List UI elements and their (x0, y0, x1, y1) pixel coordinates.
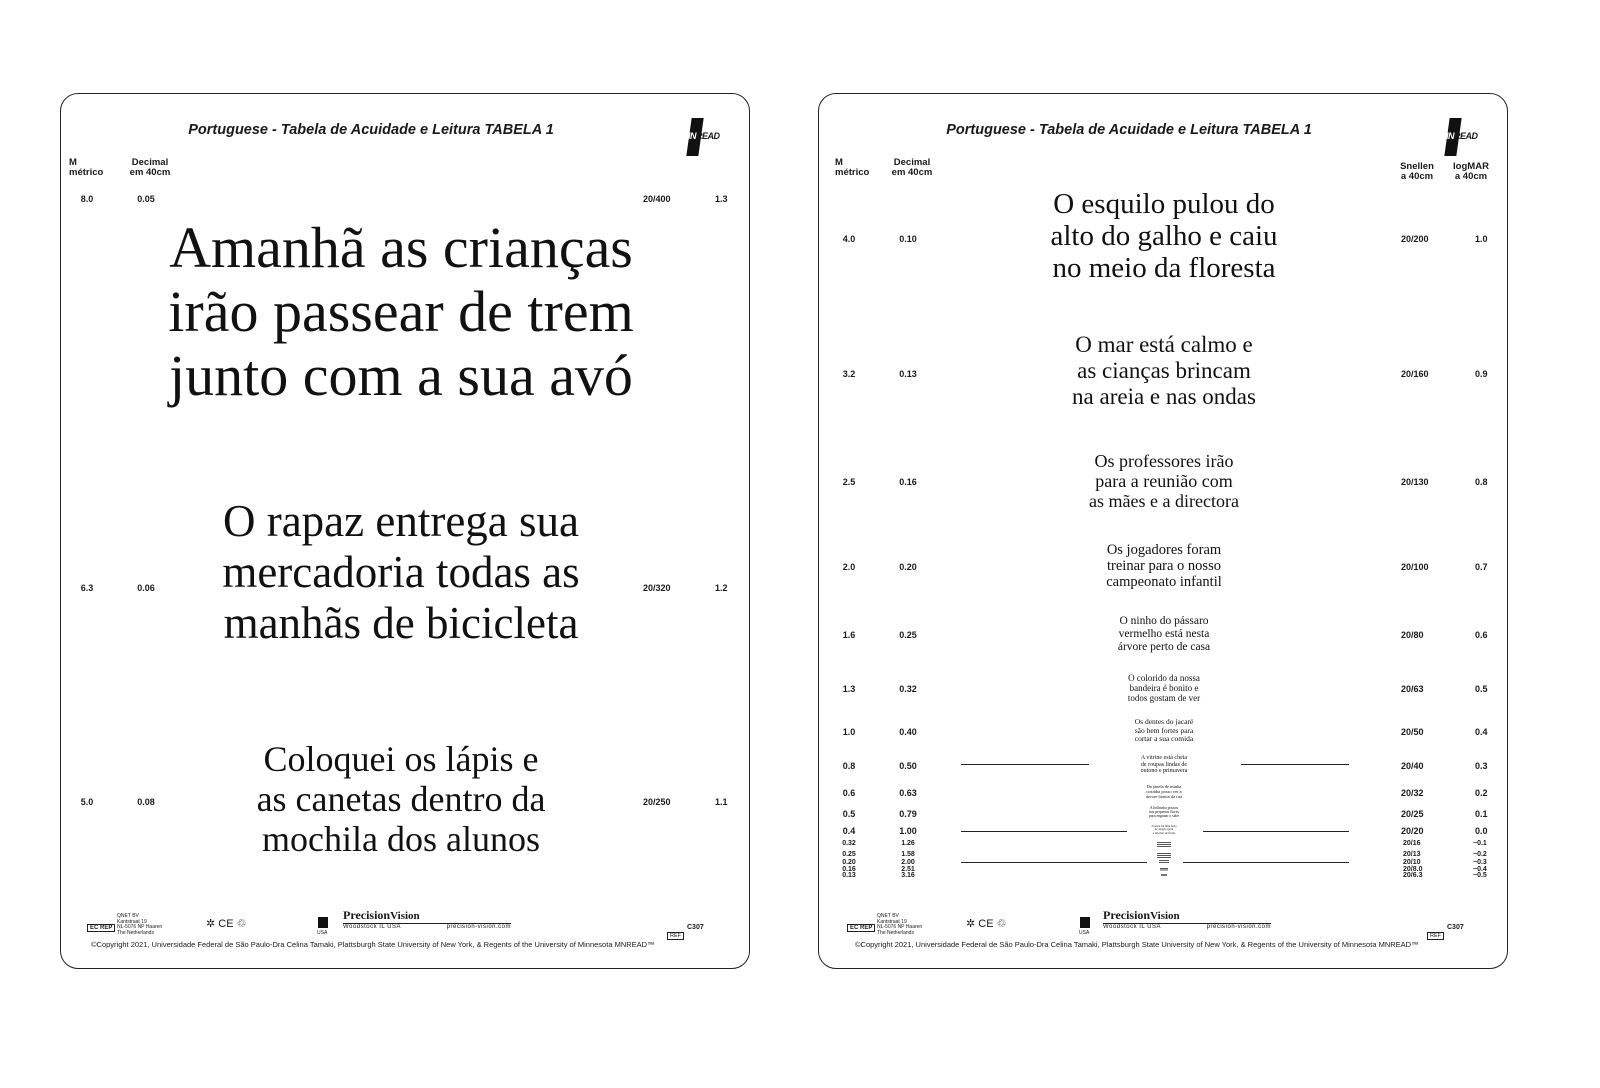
mnread-logo: MNREAD (681, 118, 723, 156)
chart-card-left (60, 93, 750, 969)
col-header-decimal: Decimal em 40cm (891, 157, 933, 178)
reading-sentence: Da janela de minha cozinha posso ver a árvore bonita da rua (1145, 784, 1183, 799)
row-m: 0.16 (842, 866, 856, 873)
row-logmar: −0.5 (1473, 872, 1487, 879)
row-m: 4.0 (842, 234, 856, 244)
row-decimal: 0.16 (899, 477, 917, 487)
row-logmar: 0.6 (1475, 630, 1488, 640)
row-snellen: 20/320 (643, 583, 671, 593)
row-logmar: 0.4 (1475, 727, 1488, 737)
col-header-m: M métrico (835, 157, 870, 178)
row-snellen: 20/25 (1401, 809, 1424, 819)
reading-sentence: O colorido da nossa bandeira é bonito e todos gostam de ver (1127, 673, 1201, 703)
precision-vision-logo: PrecisionVision Woodstock IL USA precision-vision.com (1103, 908, 1271, 930)
col-header-decimal: Decimal em 40cm (129, 157, 171, 178)
row-decimal: 2.00 (901, 859, 915, 866)
reading-sentence: Os dentes do jacaré são bem fortes para cortar a sua comida (1134, 717, 1194, 743)
row-snellen: 20/6.3 (1403, 872, 1423, 879)
mnread-logo: MNREAD (1439, 118, 1481, 156)
row-logmar: 1.1 (715, 797, 728, 807)
tiny-sentence-block (1157, 842, 1171, 848)
row-decimal: 0.05 (137, 194, 155, 204)
row-decimal: 0.25 (899, 630, 917, 640)
ref-mark: REF (667, 924, 684, 942)
col-header-snellen: Snellen a 40cm (1400, 161, 1434, 182)
row-decimal: 0.20 (899, 562, 917, 572)
manufacturer-icon (1080, 917, 1090, 928)
row-snellen: 20/40 (1401, 761, 1424, 771)
row-logmar: 0.7 (1475, 562, 1488, 572)
row-logmar: 0.0 (1475, 826, 1488, 836)
row-decimal: 3.16 (901, 872, 915, 879)
row-decimal: 0.63 (899, 788, 917, 798)
chart-title: Portuguese - Tabela de Acuidade e Leitura TABELA 1 (946, 122, 1312, 138)
tiny-sentence-block (1159, 860, 1169, 864)
row-decimal: 1.00 (899, 826, 917, 836)
gap-line (961, 862, 1147, 863)
row-m: 1.6 (842, 630, 856, 640)
ref-code: C307 (1447, 924, 1464, 931)
row-logmar: −0.4 (1473, 866, 1487, 873)
row-m: 0.32 (842, 840, 856, 847)
gap-line (961, 831, 1127, 832)
chart-title: Portuguese - Tabela de Acuidade e Leitura TABELA 1 (188, 122, 554, 138)
ec-rep-mark: EC REP (847, 916, 875, 934)
row-snellen: 20/16 (1403, 840, 1421, 847)
row-snellen: 20/50 (1401, 727, 1424, 737)
row-m: 0.5 (842, 809, 856, 819)
row-m: 0.13 (842, 872, 856, 879)
row-m: 2.0 (842, 562, 856, 572)
row-m: 0.25 (842, 851, 856, 858)
row-snellen: 20/130 (1401, 477, 1429, 487)
row-decimal: 0.50 (899, 761, 917, 771)
row-logmar: 0.1 (1475, 809, 1488, 819)
reading-sentence: Os professores irão para a reunião com as mães e a directora (1089, 451, 1239, 511)
copyright: ©Copyright 2021, Universidade Federal de São Paulo-Dra Celina Tamaki, Plattsburgh State University of New York, & Regents of the University of Minnesota MNREAD™ (855, 940, 1419, 949)
row-snellen: 20/250 (643, 797, 671, 807)
row-logmar: −0.3 (1473, 859, 1487, 866)
row-decimal: 0.79 (899, 809, 917, 819)
row-snellen: 20/13 (1403, 851, 1421, 858)
row-m: 2.5 (842, 477, 856, 487)
row-logmar: −0.2 (1473, 851, 1487, 858)
row-logmar: 0.8 (1475, 477, 1488, 487)
chart-card-right (818, 93, 1508, 969)
tiny-sentence-block (1157, 853, 1171, 858)
reading-sentence: O mar está calmo e as cianças brincam na areia e nas ondas (1072, 332, 1256, 409)
ref-code: C307 (687, 924, 704, 931)
tiny-sentence-block (1160, 868, 1168, 871)
col-header-logmar: logMAR a 40cm (1453, 161, 1489, 182)
row-snellen: 20/400 (643, 194, 671, 204)
regulatory-symbols: ✲ CE ♲ (966, 918, 1007, 930)
row-decimal: 0.08 (137, 797, 155, 807)
row-m: 8.0 (80, 194, 94, 204)
row-decimal: 2.51 (901, 866, 915, 873)
ec-rep-mark: EC REP (87, 916, 115, 934)
rep-address: QNET BV Kantstraat 19 NL-5076 NP Haaren The Netherlands (877, 913, 923, 936)
manufacturer-icon (318, 917, 328, 928)
row-m: 0.4 (842, 826, 856, 836)
row-m: 1.0 (842, 727, 856, 737)
reading-sentence: Amanhã as crianças irão passear de trem junto com a sua avó (168, 215, 634, 408)
row-logmar: 0.9 (1475, 369, 1488, 379)
row-m: 0.8 (842, 761, 856, 771)
row-snellen: 20/20 (1401, 826, 1424, 836)
precision-vision-logo: PrecisionVision Woodstock IL USA precision-vision.com (343, 908, 511, 930)
row-decimal: 1.26 (901, 840, 915, 847)
row-snellen: 20/63 (1401, 684, 1424, 694)
row-m: 5.0 (80, 797, 94, 807)
row-decimal: 0.13 (899, 369, 917, 379)
row-snellen: 20/160 (1401, 369, 1429, 379)
reading-sentence: A bolhinha possou nas pequenas flores para enganar o sabe (1148, 806, 1180, 819)
row-m: 1.3 (842, 684, 856, 694)
usa-label: USA (1079, 930, 1090, 936)
gap-line (1241, 764, 1349, 765)
reading-sentence: Coloquei os lápis e as canetas dentro da mochila dos alunos (256, 739, 546, 859)
row-logmar: −0.1 (1473, 840, 1487, 847)
col-header-m: M métrico (69, 157, 104, 178)
row-snellen: 20/80 (1401, 630, 1424, 640)
row-m: 0.6 (842, 788, 856, 798)
row-logmar: 0.2 (1475, 788, 1488, 798)
gap-line (961, 764, 1089, 765)
row-m: 6.3 (80, 583, 94, 593)
tiny-sentence-block (1161, 874, 1167, 876)
row-decimal: 1.58 (901, 851, 915, 858)
rep-address: QNET BV Kantstraat 19 NL-5076 NP Haaren The Netherlands (117, 913, 163, 936)
row-logmar: 0.3 (1475, 761, 1488, 771)
row-logmar: 1.2 (715, 583, 728, 593)
row-snellen: 20/200 (1401, 234, 1429, 244)
row-decimal: 0.06 (137, 583, 155, 593)
copyright: ©Copyright 2021, Universidade Federal de São Paulo-Dra Celina Tamaki, Plattsburgh State University of New York, & Regents of the University of Minnesota MNREAD™ (91, 940, 655, 949)
ref-mark: REF (1427, 924, 1444, 942)
gap-line (1183, 862, 1349, 863)
row-snellen: 20/100 (1401, 562, 1429, 572)
row-snellen: 20/10 (1403, 859, 1421, 866)
row-logmar: 1.3 (715, 194, 728, 204)
row-m: 0.20 (842, 859, 856, 866)
row-m: 3.2 (842, 369, 856, 379)
row-logmar: 0.5 (1475, 684, 1488, 694)
reading-sentence: A vitrine está cheia de roupas lindas de outono e primavera (1140, 755, 1188, 774)
row-decimal: 0.40 (899, 727, 917, 737)
row-decimal: 0.32 (899, 684, 917, 694)
reading-sentence: A noite foi uma festa de alegria geral e um mar de frutas (1151, 824, 1177, 835)
row-decimal: 0.10 (899, 234, 917, 244)
reading-sentence: Os jogadores foram treinar para o nosso campeonato infantil (1106, 542, 1222, 590)
reading-sentence: O ninho do pássaro vermelho está nesta árvore perto de casa (1117, 615, 1211, 653)
usa-label: USA (317, 930, 328, 936)
reading-sentence: O rapaz entrega sua mercadoria todas as manhãs de bicicleta (222, 496, 580, 648)
row-snellen: 20/32 (1401, 788, 1424, 798)
regulatory-symbols: ✲ CE ♲ (206, 918, 247, 930)
row-snellen: 20/8.0 (1403, 866, 1423, 873)
gap-line (1203, 831, 1349, 832)
reading-sentence: O esquilo pulou do alto do galho e caiu no meio da floresta (1050, 188, 1278, 284)
row-logmar: 1.0 (1475, 234, 1488, 244)
